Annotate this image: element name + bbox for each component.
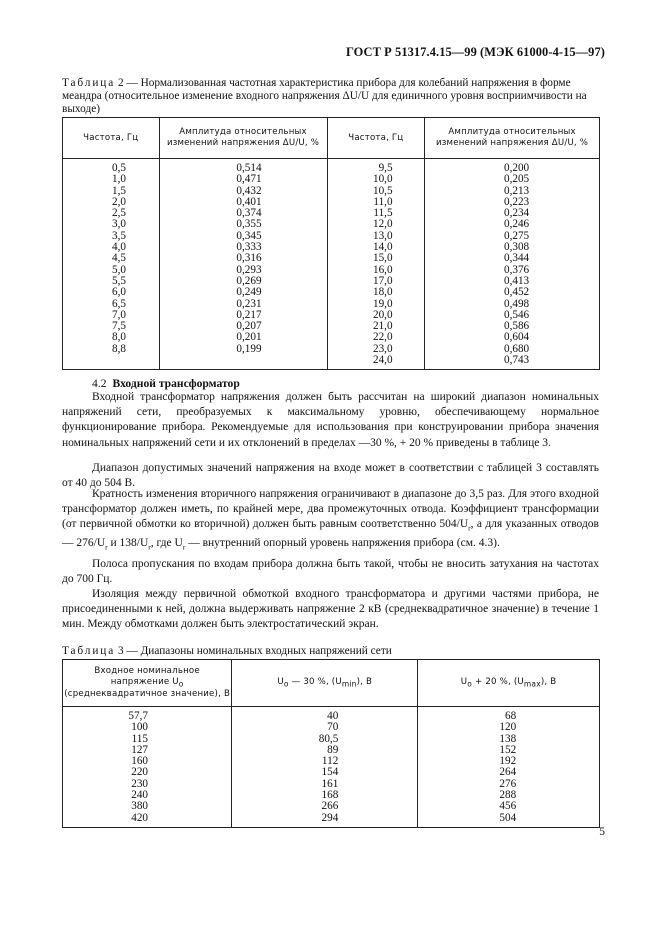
table-cell: 456: [499, 800, 517, 813]
table2-header-freq2: Частота, Гц: [327, 118, 425, 159]
table-cell: 288: [499, 789, 517, 802]
header-text: (среднеквадратичное значение), В: [64, 689, 231, 700]
table2: [62, 117, 600, 370]
paragraph-3-part-c: и 138/U: [107, 536, 149, 549]
table-cell: 0,452: [503, 286, 530, 299]
table-cell: 0,546: [503, 308, 530, 321]
table-cell: 0,514: [236, 162, 262, 174]
table-cell: 0,5: [112, 162, 126, 174]
header-text: ), В: [540, 676, 557, 687]
table-cell: 0,604: [503, 331, 530, 344]
table-cell: 70: [327, 721, 339, 734]
table-cell: 168: [321, 789, 339, 802]
subscript: min: [341, 679, 357, 689]
header-text: U: [460, 676, 468, 687]
table3-title: 3 — Диапазоны номинальных входных напряжений сети: [115, 645, 392, 657]
table-cell: 89: [327, 743, 339, 756]
table-cell: 68: [505, 710, 517, 722]
table-cell: 57,7: [128, 710, 148, 722]
table3: [62, 659, 600, 828]
table-cell: 0,269: [236, 274, 262, 287]
table3-caption: [62, 645, 392, 658]
table-cell: 8,8: [112, 342, 126, 355]
table-cell: 3,0: [112, 218, 126, 231]
table-cell: 10,0: [372, 173, 393, 186]
table3-header-minus30: [232, 660, 418, 707]
table-cell: 11,5: [373, 207, 393, 220]
table-cell: 0,207: [236, 320, 262, 333]
page-number: 5: [599, 826, 605, 838]
table-cell: 40: [327, 710, 339, 722]
table-cell: 264: [499, 766, 517, 779]
table-cell: 240: [131, 789, 148, 802]
paragraph-3-part-d: , где U: [150, 536, 183, 549]
table-cell: 6,0: [112, 286, 126, 299]
table-cell: 22,0: [372, 331, 393, 344]
header-text: ), В: [356, 676, 373, 687]
table-cell: 152: [499, 743, 517, 756]
table-cell: 0,316: [236, 252, 262, 265]
document-header: ГОСТ Р 51317.4.15—99 (МЭК 61000-4-15—97): [345, 45, 605, 59]
table-cell: 0,213: [503, 184, 530, 197]
table2-header-amp2: Амплитуда относительных изменений напряжения ΔU/U, %: [425, 118, 600, 159]
subscript: o: [283, 679, 289, 689]
table-cell: 2,0: [112, 195, 126, 208]
subscript: o: [178, 679, 184, 689]
table-cell: 2,5: [112, 207, 126, 220]
table-cell: 0,246: [503, 218, 530, 231]
table-cell: 0,217: [236, 308, 262, 321]
section-heading: [92, 377, 240, 390]
table-cell: 160: [131, 755, 148, 768]
table2-header-amp1: Амплитуда относительных изменений напряжения ΔU/U, %: [159, 118, 327, 159]
table-cell: 18,0: [372, 286, 393, 299]
table2-title: 2 — Нормализованная частотная характеристика прибора для колебаний напряжения в форме меандра (относительное изменение входного напряжения ΔU/U для единичного уровня восприимчивости на выходе): [62, 77, 587, 115]
table-cell: 0,199: [236, 342, 262, 355]
table-cell: 14,0: [372, 241, 393, 254]
subscript: max: [523, 679, 541, 689]
table-cell: 0,345: [236, 229, 262, 242]
header-text: + 20 %, (U: [472, 676, 524, 687]
table-cell: 161: [321, 777, 339, 790]
paragraph-3-part-e: — внутренний опорный уровень напряжения прибора (см. 4.3).: [185, 536, 500, 549]
table-cell: 1,0: [112, 173, 126, 186]
table-cell: 0,223: [503, 195, 530, 208]
table-cell: 380: [131, 800, 148, 813]
table-cell: 4,0: [112, 241, 126, 254]
table-cell: 1,5: [112, 184, 126, 197]
table-cell: 0,234: [503, 207, 530, 220]
table-cell: 127: [131, 743, 148, 756]
table-cell: 0,355: [236, 218, 262, 231]
table-cell: 11,0: [373, 195, 393, 208]
table3-header-nominal: [63, 660, 232, 707]
table-cell: 17,0: [372, 274, 393, 287]
table-cell: 0,401: [236, 195, 262, 208]
table-cell: 4,5: [112, 252, 126, 265]
paragraph-3-part-b: , а для указанных отводов — 276/U: [62, 518, 599, 549]
table2-col-amp1: [159, 159, 327, 370]
table2-col-freq2: [327, 159, 425, 370]
table-cell: 0,205: [503, 173, 530, 186]
table-cell: 294: [321, 811, 339, 824]
paragraph-3: [62, 487, 599, 554]
paragraph-3-part-a: Кратность изменения вторичного напряжения ограничивают в диапазоне до 3,5 раз. Для этого входной трансформатор должен иметь, по крайней мере, два промежуточных отвода. Коэффициент трансформации (от первичной обмотки ко вторичной) должен быть равным соответственно 504/U: [62, 488, 599, 531]
table-cell: 276: [499, 777, 517, 790]
table3-col-plus20: [418, 707, 600, 828]
table-cell: 504: [499, 811, 517, 824]
table-cell: 13,0: [372, 229, 393, 242]
table-cell: 0,376: [503, 263, 530, 276]
table-cell: 15,0: [372, 252, 393, 265]
table-cell: 8,0: [112, 331, 126, 344]
subscript: r: [148, 542, 151, 552]
table2-header-freq1: Частота, Гц: [63, 118, 160, 159]
table-cell: 80,5: [318, 732, 339, 745]
subscript: r: [105, 542, 108, 552]
table-cell: 0,432: [236, 184, 262, 197]
table-cell: 220: [131, 766, 148, 779]
table-cell: 0,200: [503, 162, 530, 174]
subscript: o: [467, 679, 473, 689]
header-text: Входное номинальное напряжение U: [94, 665, 200, 687]
table-cell: 0,275: [503, 229, 530, 242]
table-cell: 192: [499, 755, 517, 768]
table-cell: 16,0: [372, 263, 393, 276]
section-title: Входной трансформатор: [112, 377, 240, 390]
paragraph-1: Входной трансформатор напряжения должен быть рассчитан на широкий диапазон номинальных напряжений сети, преобразуемых к максимальному уровню, обеспечивающему нормальное функционирование прибора. Рекомендуемые для использования при конструировании прибора значения номинальных напряжений сети и их отклонений в пределах —30 %, + 20 % приведены в таблице 3.: [62, 391, 599, 449]
table-cell: 0,471: [236, 173, 262, 186]
table-cell: 5,0: [112, 263, 126, 276]
table-cell: 420: [131, 811, 148, 824]
table-cell: 112: [321, 755, 339, 768]
table-cell: 0,374: [236, 207, 262, 220]
table-cell: 0,308: [503, 241, 530, 254]
table-cell: 21,0: [372, 320, 393, 333]
table3-label: Таблица: [62, 645, 116, 657]
table-cell: 12,0: [372, 218, 393, 231]
table-cell: 5,5: [112, 274, 126, 287]
table-cell: 100: [131, 721, 148, 734]
header-text: U: [277, 676, 284, 687]
table-cell: 24,0: [372, 354, 393, 367]
paragraph-5: Изоляция между первичной обмоткой входного трансформатора и другими частями прибора, не присоединенными к ней, должна выдерживать напряжение 2 кВ (среднеквадратичное значение) в течение 1 мин. Между обмотками должен быть электростатический экран.: [62, 588, 599, 631]
table-cell: 9,5: [378, 162, 393, 174]
table-cell: 20,0: [372, 308, 393, 321]
table-cell: 10,5: [372, 184, 393, 197]
table3-header-plus20: [418, 660, 600, 707]
table-cell: 7,0: [112, 308, 126, 321]
table2-col-freq1: [63, 159, 160, 370]
table-cell: 138: [499, 732, 517, 745]
table2-col-amp2: [425, 159, 600, 370]
table-cell: 0,680: [503, 342, 530, 355]
table-cell: 0,293: [236, 263, 262, 276]
table-cell: 0,201: [236, 331, 262, 344]
table-cell: 3,5: [112, 229, 126, 242]
section-number: 4.2: [92, 377, 107, 390]
table3-col-nominal: [63, 707, 232, 828]
subscript: r: [182, 542, 186, 552]
table3-col-minus30: [232, 707, 418, 828]
table-cell: 19,0: [372, 297, 393, 310]
table-cell: 266: [321, 800, 339, 813]
table-cell: 0,231: [236, 297, 262, 310]
paragraph-2: Диапазон допустимых значений напряжения на входе может в соответствии с таблицей 3 составлять от 40 до 504 В.: [62, 462, 599, 490]
table-cell: 115: [131, 732, 148, 745]
table-cell: 7,5: [112, 320, 126, 333]
paragraph-4: Полоса пропускания по входам прибора должна быть такой, чтобы не вносить затухания на частотах до 700 Гц.: [62, 558, 599, 586]
table-cell: 0,586: [503, 320, 530, 333]
table-cell: 230: [131, 777, 148, 790]
table-cell: 0,743: [503, 354, 530, 367]
subscript: r: [468, 523, 471, 533]
table-cell: 0,249: [236, 286, 262, 299]
table-cell: 6,5: [112, 297, 126, 310]
table-cell: 0,344: [503, 252, 530, 265]
table-cell: 0,413: [503, 274, 530, 287]
table-cell: 23,0: [372, 342, 393, 355]
table-cell: 0,498: [503, 297, 530, 310]
table2-caption: [62, 77, 602, 116]
table-cell: 120: [499, 721, 517, 734]
table-cell: 154: [321, 766, 339, 779]
table2-label: Таблица: [62, 77, 116, 89]
header-text: — 30 %, (U: [288, 676, 342, 687]
table-cell: 0,333: [236, 241, 262, 254]
